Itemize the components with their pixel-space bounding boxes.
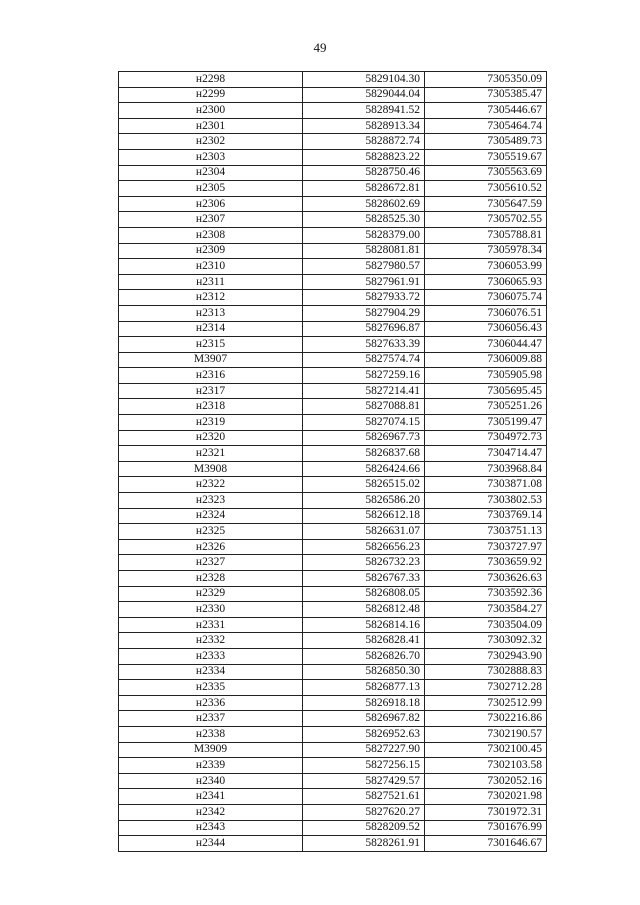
point-id-cell: н2344 [119, 836, 303, 852]
point-id-cell: н2318 [119, 399, 303, 415]
x-coordinate-cell: 5826732.23 [303, 555, 425, 571]
point-id-cell: н2337 [119, 711, 303, 727]
y-coordinate-cell: 7305647.59 [425, 196, 547, 212]
y-coordinate-cell: 7305464.74 [425, 118, 547, 134]
y-coordinate-cell: 7303751.13 [425, 524, 547, 540]
point-id-cell: н2319 [119, 415, 303, 431]
y-coordinate-cell: 7301646.67 [425, 836, 547, 852]
x-coordinate-cell: 5826424.66 [303, 461, 425, 477]
point-id-cell: н2313 [119, 305, 303, 321]
table-row [119, 243, 547, 259]
point-id-cell: н2302 [119, 134, 303, 150]
point-id-cell: н2311 [119, 274, 303, 290]
table-row [119, 430, 547, 446]
table-row [119, 524, 547, 540]
table-row [119, 571, 547, 587]
x-coordinate-cell: 5826814.16 [303, 617, 425, 633]
y-coordinate-cell: 7306075.74 [425, 290, 547, 306]
y-coordinate-cell: 7303727.97 [425, 539, 547, 555]
y-coordinate-cell: 7303626.63 [425, 571, 547, 587]
y-coordinate-cell: 7305905.98 [425, 368, 547, 384]
table-row [119, 368, 547, 384]
table-row [119, 149, 547, 165]
table-row [119, 321, 547, 337]
y-coordinate-cell: 7306065.93 [425, 274, 547, 290]
x-coordinate-cell: 5826612.18 [303, 508, 425, 524]
point-id-cell: М3908 [119, 461, 303, 477]
x-coordinate-cell: 5827933.72 [303, 290, 425, 306]
x-coordinate-cell: 5826850.30 [303, 664, 425, 680]
x-coordinate-cell: 5827696.87 [303, 321, 425, 337]
y-coordinate-cell: 7301676.99 [425, 820, 547, 836]
x-coordinate-cell: 5828750.46 [303, 165, 425, 181]
table-row [119, 820, 547, 836]
x-coordinate-cell: 5828261.91 [303, 836, 425, 852]
table-row [119, 305, 547, 321]
table-row [119, 711, 547, 727]
y-coordinate-cell: 7306044.47 [425, 337, 547, 353]
table-row [119, 415, 547, 431]
point-id-cell: н2340 [119, 773, 303, 789]
point-id-cell: н2336 [119, 695, 303, 711]
table-row [119, 337, 547, 353]
table-row [119, 87, 547, 103]
x-coordinate-cell: 5829044.04 [303, 87, 425, 103]
table-row [119, 227, 547, 243]
y-coordinate-cell: 7305199.47 [425, 415, 547, 431]
y-coordinate-cell: 7305563.69 [425, 165, 547, 181]
point-id-cell: н2332 [119, 633, 303, 649]
table-row [119, 103, 547, 119]
table-row [119, 758, 547, 774]
x-coordinate-cell: 5827904.29 [303, 305, 425, 321]
point-id-cell: н2314 [119, 321, 303, 337]
y-coordinate-cell: 7303659.92 [425, 555, 547, 571]
x-coordinate-cell: 5827088.81 [303, 399, 425, 415]
table-row [119, 586, 547, 602]
x-coordinate-cell: 5826808.05 [303, 586, 425, 602]
x-coordinate-cell: 5826586.20 [303, 493, 425, 509]
point-id-cell: н2299 [119, 87, 303, 103]
x-coordinate-cell: 5827633.39 [303, 337, 425, 353]
point-id-cell: н2334 [119, 664, 303, 680]
point-id-cell: н2331 [119, 617, 303, 633]
x-coordinate-cell: 5826967.82 [303, 711, 425, 727]
y-coordinate-cell: 7303092.32 [425, 633, 547, 649]
table-row [119, 508, 547, 524]
y-coordinate-cell: 7303802.53 [425, 493, 547, 509]
x-coordinate-cell: 5827429.57 [303, 773, 425, 789]
y-coordinate-cell: 7303871.08 [425, 477, 547, 493]
table-row [119, 789, 547, 805]
x-coordinate-cell: 5826767.33 [303, 571, 425, 587]
y-coordinate-cell: 7305695.45 [425, 383, 547, 399]
y-coordinate-cell: 7306056.43 [425, 321, 547, 337]
point-id-cell: н2338 [119, 726, 303, 742]
y-coordinate-cell: 7303584.27 [425, 602, 547, 618]
table-row [119, 477, 547, 493]
x-coordinate-cell: 5826877.13 [303, 680, 425, 696]
table-row [119, 446, 547, 462]
x-coordinate-cell: 5827574.74 [303, 352, 425, 368]
x-coordinate-cell: 5828379.00 [303, 227, 425, 243]
point-id-cell: н2341 [119, 789, 303, 805]
x-coordinate-cell: 5826837.68 [303, 446, 425, 462]
point-id-cell: н2335 [119, 680, 303, 696]
x-coordinate-cell: 5827256.15 [303, 758, 425, 774]
table-row [119, 290, 547, 306]
table-row [119, 664, 547, 680]
table-row [119, 836, 547, 852]
point-id-cell: н2326 [119, 539, 303, 555]
table-row [119, 383, 547, 399]
point-id-cell: н2324 [119, 508, 303, 524]
y-coordinate-cell: 7302100.45 [425, 742, 547, 758]
point-id-cell: н2315 [119, 337, 303, 353]
x-coordinate-cell: 5826631.07 [303, 524, 425, 540]
x-coordinate-cell: 5828823.22 [303, 149, 425, 165]
point-id-cell: н2305 [119, 181, 303, 197]
y-coordinate-cell: 7304972.73 [425, 430, 547, 446]
x-coordinate-cell: 5829104.30 [303, 72, 425, 88]
x-coordinate-cell: 5828913.34 [303, 118, 425, 134]
x-coordinate-cell: 5826918.18 [303, 695, 425, 711]
y-coordinate-cell: 7305788.81 [425, 227, 547, 243]
x-coordinate-cell: 5826515.02 [303, 477, 425, 493]
table-row [119, 633, 547, 649]
table-row [119, 461, 547, 477]
x-coordinate-cell: 5828209.52 [303, 820, 425, 836]
point-id-cell: н2320 [119, 430, 303, 446]
table-row [119, 72, 547, 88]
point-id-cell: н2342 [119, 804, 303, 820]
x-coordinate-cell: 5826828.41 [303, 633, 425, 649]
y-coordinate-cell: 7305385.47 [425, 87, 547, 103]
table-row [119, 680, 547, 696]
table-row [119, 493, 547, 509]
table-row [119, 742, 547, 758]
y-coordinate-cell: 7302190.57 [425, 726, 547, 742]
table-row [119, 539, 547, 555]
x-coordinate-cell: 5827980.57 [303, 259, 425, 275]
table-row [119, 602, 547, 618]
point-id-cell: н2327 [119, 555, 303, 571]
x-coordinate-cell: 5827259.16 [303, 368, 425, 384]
y-coordinate-cell: 7305251.26 [425, 399, 547, 415]
x-coordinate-cell: 5827961.91 [303, 274, 425, 290]
x-coordinate-cell: 5828081.81 [303, 243, 425, 259]
point-id-cell: н2323 [119, 493, 303, 509]
y-coordinate-cell: 7302512.99 [425, 695, 547, 711]
point-id-cell: н2333 [119, 648, 303, 664]
y-coordinate-cell: 7302712.28 [425, 680, 547, 696]
x-coordinate-cell: 5828941.52 [303, 103, 425, 119]
point-id-cell: н2298 [119, 72, 303, 88]
table-row [119, 399, 547, 415]
x-coordinate-cell: 5826656.23 [303, 539, 425, 555]
x-coordinate-cell: 5828602.69 [303, 196, 425, 212]
y-coordinate-cell: 7306053.99 [425, 259, 547, 275]
table-row [119, 726, 547, 742]
y-coordinate-cell: 7302103.58 [425, 758, 547, 774]
y-coordinate-cell: 7302888.83 [425, 664, 547, 680]
table-row [119, 259, 547, 275]
table-row [119, 773, 547, 789]
x-coordinate-cell: 5826967.73 [303, 430, 425, 446]
y-coordinate-cell: 7305446.67 [425, 103, 547, 119]
point-id-cell: н2325 [119, 524, 303, 540]
x-coordinate-cell: 5828672.81 [303, 181, 425, 197]
table-row [119, 352, 547, 368]
y-coordinate-cell: 7303504.09 [425, 617, 547, 633]
point-id-cell: н2343 [119, 820, 303, 836]
y-coordinate-cell: 7303592.36 [425, 586, 547, 602]
point-id-cell: н2300 [119, 103, 303, 119]
y-coordinate-cell: 7303769.14 [425, 508, 547, 524]
table-row [119, 648, 547, 664]
x-coordinate-cell: 5826812.48 [303, 602, 425, 618]
y-coordinate-cell: 7304714.47 [425, 446, 547, 462]
x-coordinate-cell: 5827620.27 [303, 804, 425, 820]
table-row [119, 165, 547, 181]
y-coordinate-cell: 7305702.55 [425, 212, 547, 228]
table-row [119, 695, 547, 711]
y-coordinate-cell: 7305489.73 [425, 134, 547, 150]
point-id-cell: М3907 [119, 352, 303, 368]
y-coordinate-cell: 7301972.31 [425, 804, 547, 820]
y-coordinate-cell: 7306076.51 [425, 305, 547, 321]
point-id-cell: н2310 [119, 259, 303, 275]
x-coordinate-cell: 5826826.70 [303, 648, 425, 664]
table-row [119, 617, 547, 633]
table-row [119, 196, 547, 212]
table-row [119, 118, 547, 134]
point-id-cell: н2308 [119, 227, 303, 243]
point-id-cell: н2339 [119, 758, 303, 774]
point-id-cell: н2304 [119, 165, 303, 181]
point-id-cell: н2328 [119, 571, 303, 587]
x-coordinate-cell: 5828525.30 [303, 212, 425, 228]
point-id-cell: н2312 [119, 290, 303, 306]
point-id-cell: н2330 [119, 602, 303, 618]
x-coordinate-cell: 5826952.63 [303, 726, 425, 742]
y-coordinate-cell: 7305610.52 [425, 181, 547, 197]
point-id-cell: М3909 [119, 742, 303, 758]
page-number: 49 [313, 40, 327, 55]
table-row [119, 134, 547, 150]
x-coordinate-cell: 5828872.74 [303, 134, 425, 150]
y-coordinate-cell: 7302943.90 [425, 648, 547, 664]
y-coordinate-cell: 7302052.16 [425, 773, 547, 789]
x-coordinate-cell: 5827214.41 [303, 383, 425, 399]
x-coordinate-cell: 5827074.15 [303, 415, 425, 431]
y-coordinate-cell: 7305519.67 [425, 149, 547, 165]
point-id-cell: н2321 [119, 446, 303, 462]
coordinates-table [118, 71, 547, 852]
point-id-cell: н2329 [119, 586, 303, 602]
x-coordinate-cell: 5827521.61 [303, 789, 425, 805]
table-row [119, 212, 547, 228]
coordinates-table-body [119, 72, 547, 852]
point-id-cell: н2316 [119, 368, 303, 384]
table-row [119, 555, 547, 571]
point-id-cell: н2309 [119, 243, 303, 259]
y-coordinate-cell: 7303968.84 [425, 461, 547, 477]
point-id-cell: н2303 [119, 149, 303, 165]
point-id-cell: н2306 [119, 196, 303, 212]
point-id-cell: н2301 [119, 118, 303, 134]
y-coordinate-cell: 7305350.09 [425, 72, 547, 88]
table-row [119, 804, 547, 820]
table-row [119, 181, 547, 197]
point-id-cell: н2307 [119, 212, 303, 228]
y-coordinate-cell: 7302021.98 [425, 789, 547, 805]
x-coordinate-cell: 5827227.90 [303, 742, 425, 758]
table-row [119, 274, 547, 290]
y-coordinate-cell: 7306009.88 [425, 352, 547, 368]
point-id-cell: н2317 [119, 383, 303, 399]
point-id-cell: н2322 [119, 477, 303, 493]
y-coordinate-cell: 7302216.86 [425, 711, 547, 727]
y-coordinate-cell: 7305978.34 [425, 243, 547, 259]
